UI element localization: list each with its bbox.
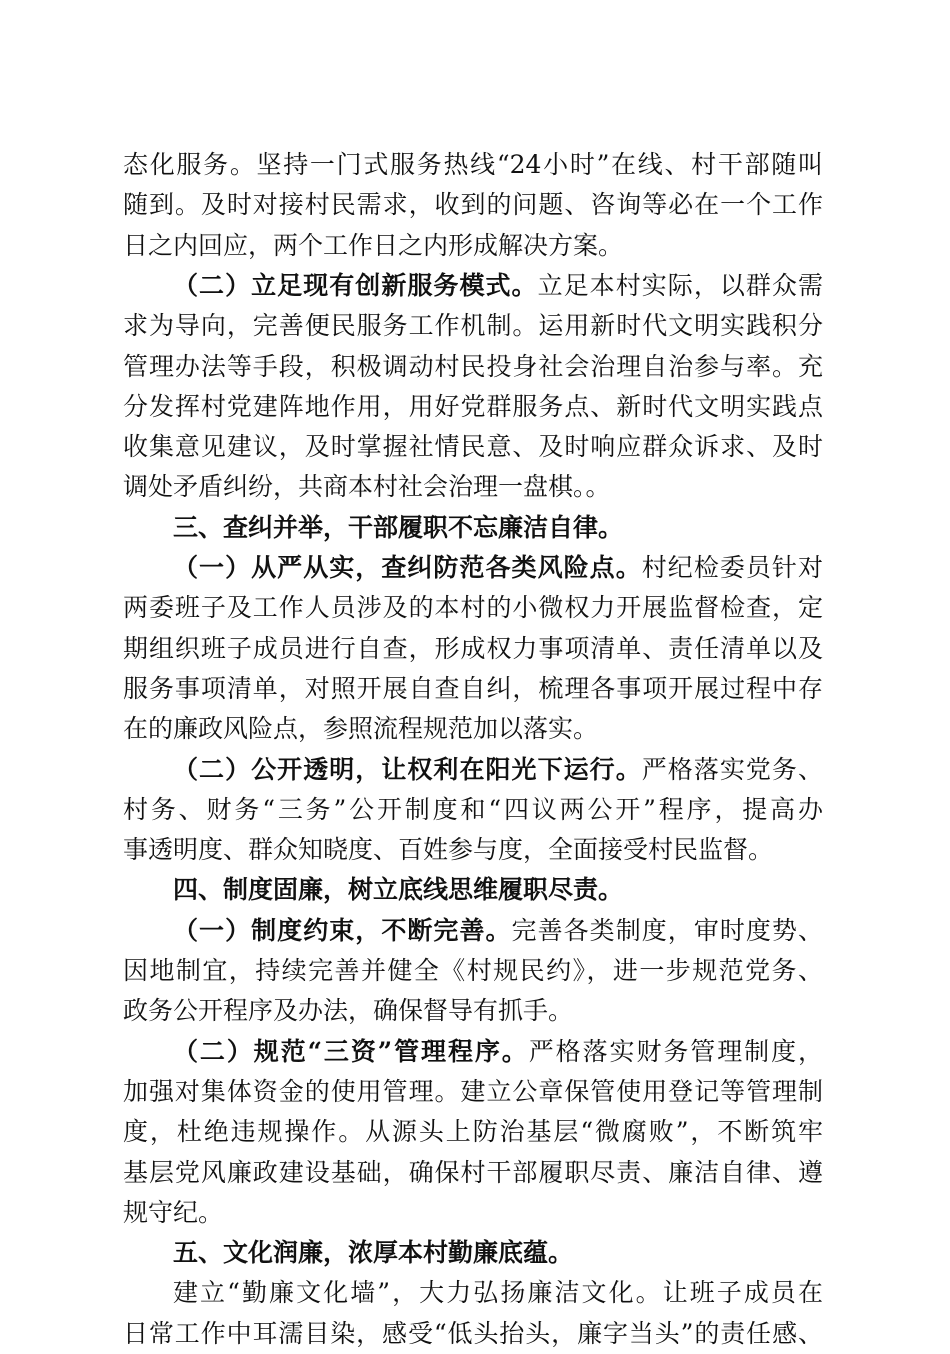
- text-segment: 建立“勤廉文化墙”，大力弘扬廉洁文化。让班子成员在: [173, 1278, 823, 1308]
- paragraph-line: [123, 629, 823, 669]
- text-segment: 规守纪。: [123, 1197, 224, 1227]
- text-segment: 求为导向，完善便民服务工作机制。运用新时代文明实践积分: [123, 311, 823, 341]
- text-segment: 收集意见建议，及时掌握社情民意、及时响应群众诉求、及时: [123, 432, 823, 462]
- text-segment: 管理办法等手段，积极调动村民投身社会治理自治参与率。充: [123, 351, 823, 381]
- paragraph-line: [123, 830, 823, 870]
- paragraph-line: [123, 951, 823, 991]
- text-segment: 随到。及时对接村民需求，收到的问题、咨询等必在一个工作: [123, 190, 823, 220]
- paragraph-line: [123, 185, 823, 225]
- text-segment: 日之内回应，两个工作日之内形成解决方案。: [123, 230, 624, 260]
- paragraph-line: [173, 548, 823, 588]
- text-segment: 基层党风廉政建设基础，确保村干部履职尽责、廉洁自律、遵: [123, 1157, 823, 1187]
- bold-text-segment: （一）制度约束，不断完善。: [173, 915, 512, 945]
- paragraph-line: [173, 1273, 823, 1313]
- text-segment: 分发挥村党建阵地作用，用好党群服务点、新时代文明实践点: [123, 391, 823, 421]
- text-segment: 村纪检委员针对: [641, 553, 823, 582]
- paragraph-line: [123, 1153, 823, 1193]
- text-segment: 政务公开程序及办法，确保督导有抓手。: [123, 996, 574, 1026]
- paragraph-line: [123, 1193, 823, 1233]
- text-segment: 日常工作中耳濡目染，感受“低头抬头，廉字当头”的责任感、: [123, 1318, 823, 1348]
- paragraph-line: [123, 467, 823, 507]
- paragraph-line: [123, 669, 823, 709]
- text-segment: 村务、财务“三务”公开制度和“四议两公开”程序，提高办: [123, 794, 823, 824]
- paragraph-line: [123, 145, 823, 185]
- paragraph-line: [173, 911, 823, 951]
- bold-text-segment: 三、查纠并举，干部履职不忘廉洁自律。: [173, 512, 624, 542]
- text-segment: 期组织班子成员进行自查，形成权力事项清单、责任清单以及: [123, 633, 823, 663]
- section-heading-line: [173, 508, 823, 548]
- paragraph-line: [123, 387, 823, 427]
- text-segment: 态化服务。坚持一门式服务热线“24小时”在线、村干部随叫: [123, 150, 823, 179]
- text-segment: 调处矛盾纠纷，共商本村社会治理一盘棋。。: [123, 472, 611, 502]
- bold-text-segment: （二）规范“三资”管理程序。: [173, 1036, 529, 1066]
- text-segment: 完善各类制度，审时度势、: [511, 915, 823, 945]
- paragraph-line: [123, 347, 823, 387]
- text-segment: 两委班子及工作人员涉及的本村的小微权力开展监督检查，定: [123, 593, 823, 623]
- text-segment: 严格落实财务管理制度，: [528, 1036, 823, 1066]
- paragraph-line: [123, 226, 823, 266]
- bold-text-segment: （二）公开透明，让权利在阳光下运行。: [173, 754, 642, 784]
- paragraph-line: [123, 306, 823, 346]
- bold-text-segment: （二）立足现有创新服务模式。: [173, 270, 538, 300]
- text-segment: 事透明度、群众知晓度、百姓参与度，全面接受村民监督。: [123, 835, 774, 865]
- section-heading-line: [173, 1233, 823, 1273]
- text-segment: 立足本村实际，以群众需: [537, 270, 823, 300]
- bold-text-segment: 四、制度固廉，树立底线思维履职尽责。: [173, 875, 624, 905]
- text-segment: 在的廉政风险点，参照流程规范加以落实。: [123, 714, 599, 744]
- paragraph-line: [173, 750, 823, 790]
- paragraph-line: [173, 1032, 823, 1072]
- paragraph-line: [123, 588, 823, 628]
- paragraph-line: [123, 991, 823, 1031]
- text-segment: 度，杜绝违规操作。从源头上防治基层“微腐败”，不断筑牢: [123, 1117, 823, 1147]
- paragraph-line: [123, 1112, 823, 1152]
- bold-text-segment: 五、文化润廉，浓厚本村勤廉底蕴。: [173, 1238, 574, 1268]
- text-segment: 严格落实党务、: [641, 754, 823, 784]
- paragraph-line: [123, 427, 823, 467]
- paragraph-line: [123, 1072, 823, 1112]
- paragraph-line: [173, 266, 823, 306]
- paragraph-line: [123, 709, 823, 749]
- paragraph-line: [123, 790, 823, 830]
- bold-text-segment: （一）从严从实，查纠防范各类风险点。: [173, 553, 642, 582]
- text-segment: 加强对集体资金的使用管理。建立公章保管使用登记等管理制: [123, 1076, 823, 1106]
- paragraph-line: [123, 1314, 823, 1354]
- section-heading-line: [173, 870, 823, 910]
- text-segment: 服务事项清单，对照开展自查自纠，梳理各事项开展过程中存: [123, 673, 823, 703]
- text-segment: 因地制宜，持续完善并健全《村规民约》，进一步规范党务、: [123, 956, 823, 985]
